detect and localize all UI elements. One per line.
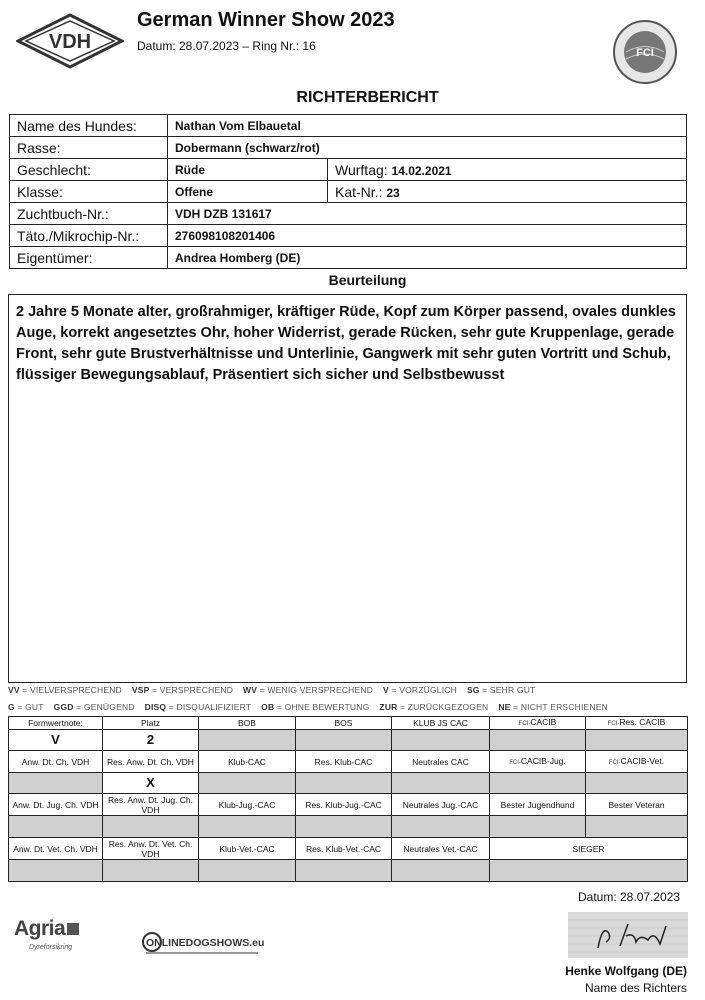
judge-name: Henke Wolfgang (DE) <box>565 964 687 978</box>
grid-cell <box>103 816 199 838</box>
birth-label: Wurftag: <box>335 161 388 178</box>
onlinedogshows-logo-text: ONLINEDOGSHOWS.eu <box>146 937 264 949</box>
head-platz: Platz <box>103 717 199 730</box>
legend-item <box>132 685 233 695</box>
legend-text: = VORZÜGLICH <box>388 685 457 695</box>
formwert-value: V <box>9 730 103 751</box>
legend-code: SG <box>466 685 480 695</box>
grid-cell <box>490 816 586 838</box>
agria-logo-text: Agria <box>14 917 66 940</box>
grid-cell <box>103 860 199 882</box>
chip-value: 276098108201406 <box>168 225 687 247</box>
head-cacib-label: CACIB <box>530 717 557 727</box>
catalog-label: Kat-Nr.: <box>335 183 383 200</box>
onlinedogshows-logo <box>142 930 264 960</box>
neutrales-jug-cac-label: Neutrales Jug.-CAC <box>392 794 490 816</box>
anw-dt-ch-cell <box>9 773 103 794</box>
klub-jug-cac-label: Klub-Jug.-CAC <box>199 794 296 816</box>
dog-info-table <box>9 114 687 269</box>
catalog-cell <box>328 181 687 203</box>
legend-item <box>261 702 369 712</box>
res-cacib-cell <box>586 730 688 751</box>
head-bos: BOS <box>296 717 392 730</box>
legend-item <box>379 702 488 712</box>
cacib-vet-label: CACIB-Vet. <box>620 755 665 766</box>
legend-text: = WENIG VERSPRECHEND <box>257 685 374 695</box>
fci-logo-text: FCI <box>636 47 654 59</box>
grading-table <box>8 716 688 882</box>
grid-cell <box>199 860 296 882</box>
legend-text: = SEHR GUT <box>479 685 536 695</box>
sex-value: Rüde <box>168 159 328 181</box>
agria-subtitle: Dyreforsikring <box>29 944 73 951</box>
chip-label: Täto./Mikrochip-Nr.: <box>10 225 168 247</box>
head-res-cacib-label: Res. CACIB <box>619 717 666 727</box>
footer-date: Datum: 28.07.2023 <box>578 890 681 904</box>
legend-code: WV <box>243 685 258 695</box>
birth-value: 14.02.2021 <box>391 163 452 178</box>
klub-js-cac-cell <box>392 730 490 751</box>
res-klub-cac-cell <box>296 773 392 794</box>
legend-line-2 <box>8 702 618 712</box>
legend-text: = VIELVERSPRECHEND <box>19 685 122 695</box>
legend-code: DISQ <box>144 702 167 712</box>
platz-value: 2 <box>103 730 199 751</box>
legend-item <box>498 702 608 712</box>
legend-code: VSP <box>131 685 150 695</box>
legend-item <box>8 702 44 712</box>
grid-cell <box>490 860 688 882</box>
grid-cell <box>296 860 392 882</box>
class-value: Offene <box>168 181 328 203</box>
neutrales-cac-label: Neutrales CAC <box>392 751 490 773</box>
anw-dt-vet-ch-label: Anw. Dt. Vet. Ch. VDH <box>9 838 103 860</box>
fci-prefix: FCI- <box>518 721 531 727</box>
cacib-cell <box>490 730 586 751</box>
legend-item <box>8 685 122 695</box>
klub-cac-label: Klub-CAC <box>199 751 296 773</box>
vdh-logo <box>16 13 124 69</box>
fci-logo <box>612 19 678 85</box>
res-klub-cac-label: Res. Klub-CAC <box>296 751 392 773</box>
res-anw-dt-ch-mark: X <box>103 773 199 794</box>
report-title: RICHTERBERICHT <box>296 89 439 106</box>
sieger-label: SIEGER <box>490 838 688 860</box>
vdh-logo-text: VDH <box>48 31 92 53</box>
legend-item <box>145 702 252 712</box>
res-klub-vet-cac-label: Res. Klub-Vet.-CAC <box>296 838 392 860</box>
assessment-title: Beurteilung <box>328 272 407 288</box>
grid-cell <box>392 860 490 882</box>
anw-dt-jug-ch-label: Anw. Dt. Jug. Ch. VDH <box>9 794 103 816</box>
show-date-ring: Datum: 28.07.2023 – Ring Nr.: 16 <box>137 39 316 53</box>
class-label: Klasse: <box>10 181 168 203</box>
bester-veteran-label: Bester Veteran <box>586 794 688 816</box>
res-anw-dt-jug-ch-label: Res. Anw. Dt. Jug. Ch. VDH <box>103 794 199 816</box>
legend-code: ZUR <box>379 702 398 712</box>
sex-label: Geschlecht: <box>10 159 168 181</box>
legend-line-1 <box>8 685 545 695</box>
legend-code: VV <box>8 685 20 695</box>
name-value: Nathan Vom Elbauetal <box>168 115 687 137</box>
legend-text: = NICHT ERSCHIENEN <box>510 702 608 712</box>
grid-cell <box>9 816 103 838</box>
agria-logo <box>14 917 79 941</box>
legend-item <box>467 685 536 695</box>
birth-cell <box>328 159 687 181</box>
cacib-jug-label: CACIB-Jug. <box>520 755 566 766</box>
legend-text: = VERSPRECHEND <box>149 685 234 695</box>
legend-item <box>243 685 373 695</box>
legend-item <box>383 685 457 695</box>
studbook-value: VDH DZB 131617 <box>168 203 687 225</box>
breed-value: Dobermann (schwarz/rot) <box>168 137 687 159</box>
legend-text: = GENÜGEND <box>73 702 135 712</box>
head-formwert: Formwertnote: <box>9 717 103 730</box>
neutrales-vet-cac-label: Neutrales Vet.-CAC <box>392 838 490 860</box>
cacib-vet-value-cell <box>586 773 688 794</box>
anw-dt-ch-label: Anw. Dt. Ch. VDH <box>9 751 103 773</box>
cacib-vet-cell <box>586 751 688 773</box>
legend-text: = GUT <box>14 702 44 712</box>
neutrales-cac-cell <box>392 773 490 794</box>
cacib-jug-cell <box>490 751 586 773</box>
judge-role: Name des Richters <box>584 981 687 995</box>
name-label: Name des Hundes: <box>10 115 168 137</box>
res-anw-dt-ch-label: Res. Anw. Dt. Ch. VDH <box>103 751 199 773</box>
klub-cac-cell <box>199 773 296 794</box>
legend-text: = DISQUALIFIZIERT <box>166 702 252 712</box>
fci-prefix: FCI- <box>509 759 521 766</box>
owner-label: Eigentümer: <box>10 247 168 269</box>
head-res-cacib <box>586 717 688 730</box>
fci-prefix: FCI- <box>608 759 621 766</box>
klub-vet-cac-label: Klub-Vet.-CAC <box>199 838 296 860</box>
head-klub-js-cac: KLUB JS CAC <box>392 717 490 730</box>
legend-code: G <box>8 702 15 712</box>
cacib-jug-value-cell <box>490 773 586 794</box>
assessment-text: 2 Jahre 5 Monate alter, großrahmiger, kräftiger Rüde, Kopf zum Körper passend, ovales dunkles Auge, korrekt angesetztes Ohr, hoher Widerrist, gerade Rücken, sehr gute Kruppenlage, gerade Front, sehr gute Brustverhältnisse und Unterlinie, Gangwerk mit sehr guten Vortritt und Schub, flüssiger Bewegungsablauf, Präsentiert sich sicher und Selbstbewusst <box>8 294 687 683</box>
grid-cell <box>392 816 490 838</box>
catalog-value: 23 <box>386 185 400 200</box>
grid-cell <box>9 860 103 882</box>
res-klub-jug-cac-label: Res. Klub-Jug.-CAC <box>296 794 392 816</box>
legend-code: OB <box>261 702 275 712</box>
legend-code: NE <box>498 702 511 712</box>
legend-item <box>54 702 135 712</box>
fci-prefix: FCI- <box>607 721 620 727</box>
show-title: German Winner Show 2023 <box>137 9 395 31</box>
head-bob: BOB <box>199 717 296 730</box>
grid-cell <box>296 816 392 838</box>
head-cacib <box>490 717 586 730</box>
owner-value: Andrea Homberg (DE) <box>168 247 687 269</box>
legend-code: V <box>383 685 389 695</box>
legend-text: = ZURÜCKGEZOGEN <box>397 702 489 712</box>
breed-label: Rasse: <box>10 137 168 159</box>
bos-cell <box>296 730 392 751</box>
res-anw-dt-vet-ch-label: Res. Anw. Dt. Vet. Ch. VDH <box>103 838 199 860</box>
legend-text: = OHNE BEWERTUNG <box>274 702 370 712</box>
studbook-label: Zuchtbuch-Nr.: <box>10 203 168 225</box>
legend-code: GGD <box>53 702 74 712</box>
bob-cell <box>199 730 296 751</box>
grid-cell <box>199 816 296 838</box>
grid-cell <box>586 816 688 838</box>
agria-logo-mark <box>67 923 79 935</box>
bester-jugendhund-label: Bester Jugendhund <box>490 794 586 816</box>
judge-signature <box>568 912 688 958</box>
